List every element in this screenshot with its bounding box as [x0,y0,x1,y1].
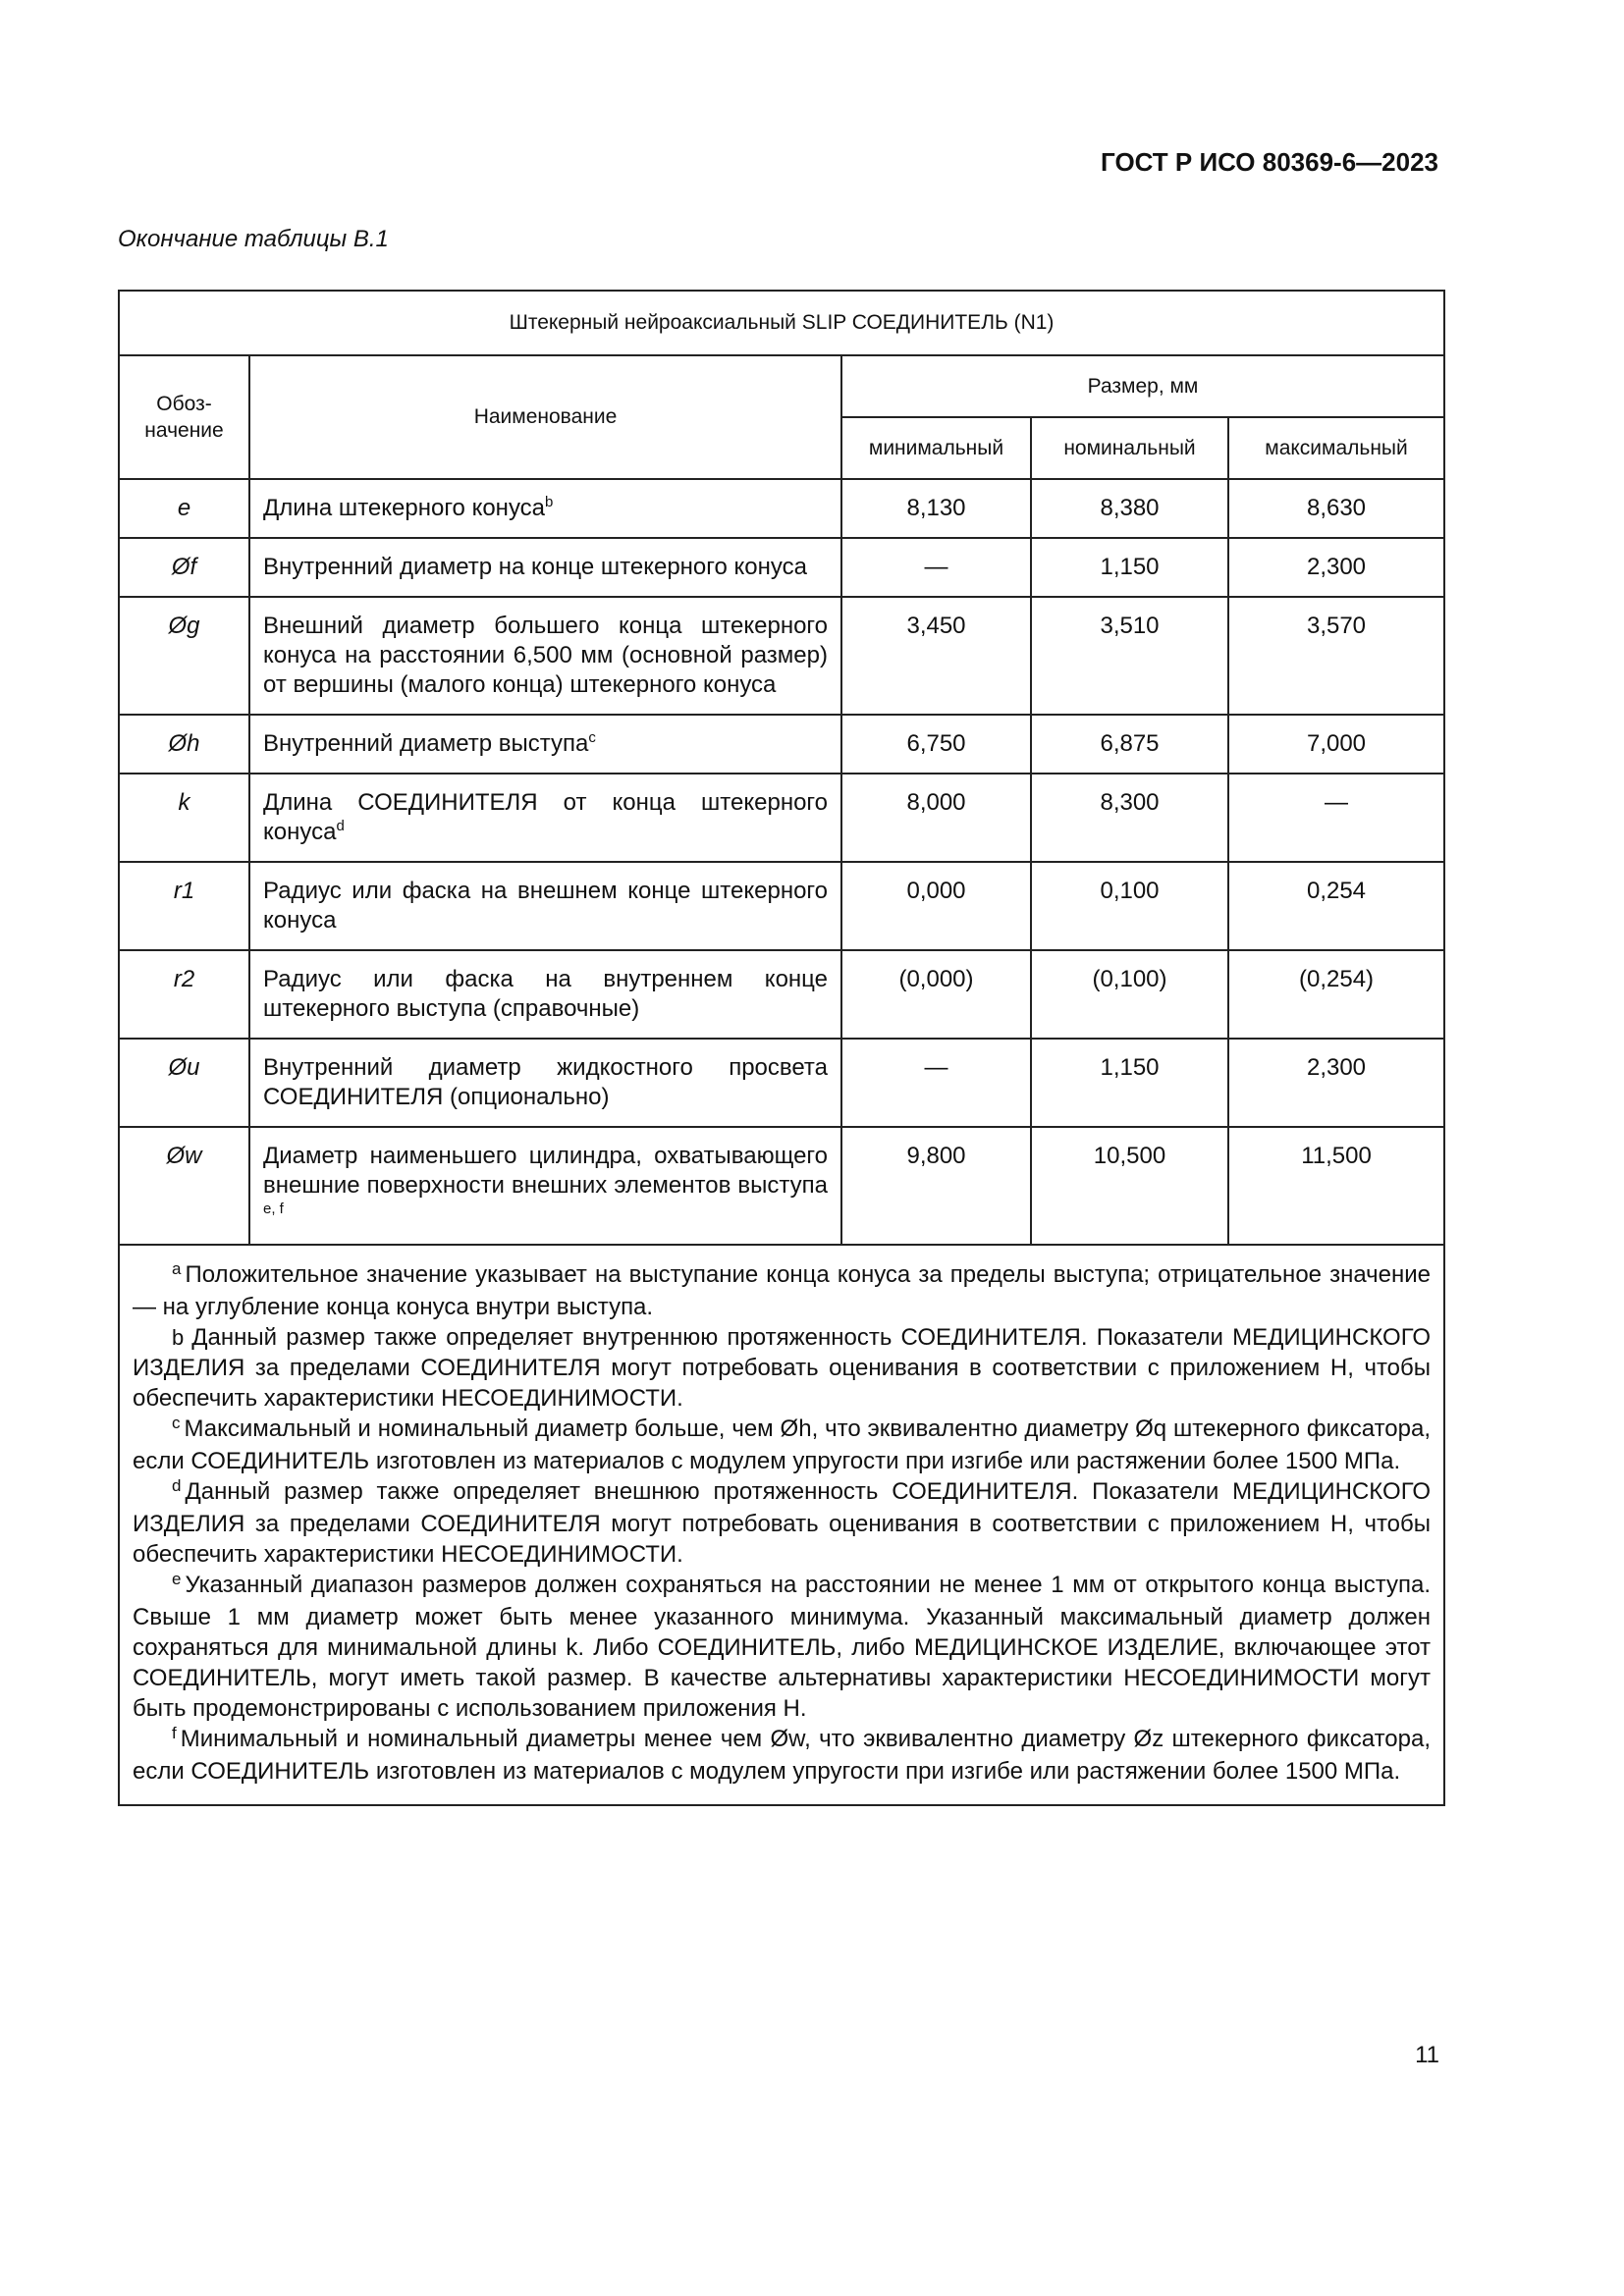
row-name [249,479,841,538]
row-symbol: Øw [119,1127,249,1245]
header-nom: номинальный [1031,417,1228,479]
header-symbol: Обоз- начение [119,355,249,479]
footnote [133,1724,1431,1787]
row-name-text: Диаметр наименьшего цилиндра, охватывающего внешние поверхности внешних элементов выступа [263,1143,828,1199]
row-name [249,597,841,715]
footnote-text: Минимальный и номинальный диаметры менее чем Øw, что эквивалентно диаметру Øz штекерного фиксатора, если СОЕДИНИТЕЛЬ изготовлен из материалов с модулем упругости при изгибе или растяжении более 1500 МПа. [133,1726,1432,1785]
table-continuation-caption: Окончание таблицы В.1 [118,226,389,252]
row-min-value: 0,000 [841,862,1031,950]
row-name [249,774,841,862]
footnote-ref: b [545,494,554,510]
row-nom-value: 6,875 [1031,715,1228,774]
row-symbol: Øf [119,538,249,597]
table-row [119,862,1444,950]
row-nom-value: 1,150 [1031,538,1228,597]
footnote-ref: c [588,729,596,746]
row-max-value: 7,000 [1228,715,1444,774]
row-name-text: Длина СОЕДИНИТЕЛЯ от конца штекерного конуса [263,789,828,845]
row-name-text: Внутренний диаметр на конце штекерного конуса [263,554,807,580]
row-min-value: 3,450 [841,597,1031,715]
row-name [249,1039,841,1127]
table-row [119,950,1444,1039]
row-min-value: 8,000 [841,774,1031,862]
row-name [249,715,841,774]
footnote [133,1259,1431,1322]
row-name-text: Длина штекерного конуса [263,495,546,521]
row-symbol: k [119,774,249,862]
row-name-text: Внешний диаметр большего конца штекерного конуса на расстоянии 6,500 мм (основной размер) от вершины (малого конца) штекерного конуса [263,613,828,698]
row-nom-value: 8,300 [1031,774,1228,862]
footnote [133,1414,1431,1476]
footnote-text: Данный размер также определяет внешнюю протяженность СОЕДИНИТЕЛЯ. Показатели МЕДИЦИНСКОГО ИЗДЕЛИЯ за пределами СОЕДИНИТЕЛЯ могут потребовать оценивания в соответствии с приложением H, чтобы обеспечить характеристики НЕСОЕДИНИМОСТИ. [133,1478,1432,1568]
row-min-value: 6,750 [841,715,1031,774]
header-min: минимальный [841,417,1031,479]
footnote-ref: e, f [263,1201,284,1217]
footnote [133,1322,1431,1414]
specification-table [118,290,1445,1806]
row-max-value: 8,630 [1228,479,1444,538]
row-max-value: 11,500 [1228,1127,1444,1245]
table-row [119,1039,1444,1127]
row-symbol: Øu [119,1039,249,1127]
row-symbol: Øh [119,715,249,774]
row-min-value: — [841,1039,1031,1127]
footnote-ref: d [336,818,345,834]
row-min-value: 8,130 [841,479,1031,538]
footnote-mark: b [172,1325,185,1350]
footnote-mark: c [172,1414,181,1432]
row-name-text: Радиус или фаска на внешнем конце штекерного конуса [263,878,828,934]
row-min-value: — [841,538,1031,597]
table-body [119,479,1444,1245]
row-nom-value: 10,500 [1031,1127,1228,1245]
footnote-text: Положительное значение указывает на выступание конца конуса за пределы выступа; отрицательное значение — на углубление конца конуса внутри выступа. [133,1261,1432,1320]
row-max-value: 0,254 [1228,862,1444,950]
footnote-text: Указанный диапазон размеров должен сохраняться на расстоянии не менее 1 мм от открытого конца выступа. Свыше 1 мм диаметр может быть менее указанного минимума. Указанный максимальный диаметр должен сохраняться для минимальной длины k. Либо СОЕДИНИТЕЛЬ, либо МЕДИЦИНСКОЕ ИЗДЕЛИЕ, включающее этот СОЕДИНИТЕЛЬ, могут иметь такой размер. В качестве альтернативы характеристики НЕСОЕДИНИМОСТИ могут быть продемонстрированы с использованием приложения H. [133,1572,1432,1722]
footnote-text: Максимальный и номинальный диаметр больше, чем Øh, что эквивалентно диаметру Øq штекерного фиксатора, если СОЕДИНИТЕЛЬ изготовлен из материалов с модулем упругости при изгибе или растяжении более 1500 МПа. [133,1415,1432,1474]
row-min-value: (0,000) [841,950,1031,1039]
table-row [119,715,1444,774]
table-footnotes [119,1245,1444,1805]
row-max-value: (0,254) [1228,950,1444,1039]
row-symbol: r2 [119,950,249,1039]
footnote [133,1570,1431,1724]
row-max-value: — [1228,774,1444,862]
table-row [119,774,1444,862]
row-name-text: Внутренний диаметр жидкостного просвета СОЕДИНИТЕЛЯ (опционально) [263,1054,828,1110]
row-min-value: 9,800 [841,1127,1031,1245]
footnote-mark: d [172,1476,182,1495]
footnote-mark: a [172,1259,182,1278]
row-max-value: 3,570 [1228,597,1444,715]
table-row [119,1127,1444,1245]
standard-code: ГОСТ Р ИСО 80369-6—2023 [1101,147,1438,177]
row-name [249,950,841,1039]
page-number: 11 [1415,2042,1439,2068]
footnote-text: Данный размер также определяет внутреннюю протяженность СОЕДИНИТЕЛЯ. Показатели МЕДИЦИНСКОГО ИЗДЕЛИЯ за пределами СОЕДИНИТЕЛЯ могут потребовать оценивания в соответствии с приложением H, чтобы обеспечить характеристики НЕСОЕДИНИМОСТИ. [133,1324,1432,1412]
footnote [133,1476,1431,1570]
row-nom-value: 3,510 [1031,597,1228,715]
header-max: максимальный [1228,417,1444,479]
table-row [119,538,1444,597]
row-nom-value: 1,150 [1031,1039,1228,1127]
row-max-value: 2,300 [1228,538,1444,597]
row-nom-value: (0,100) [1031,950,1228,1039]
row-nom-value: 8,380 [1031,479,1228,538]
row-name-text: Внутренний диаметр выступа [263,730,589,757]
table-title: Штекерный нейроаксиальный SLIP СОЕДИНИТЕЛЬ (N1) [119,291,1444,355]
row-symbol: Øg [119,597,249,715]
header-name: Наименование [249,355,841,479]
row-max-value: 2,300 [1228,1039,1444,1127]
table-row [119,479,1444,538]
footnote-mark: f [172,1724,177,1742]
footnote-mark: e [172,1570,182,1588]
row-symbol: e [119,479,249,538]
row-name [249,862,841,950]
row-name [249,538,841,597]
table-row [119,597,1444,715]
row-name [249,1127,841,1245]
row-symbol: r1 [119,862,249,950]
header-size-group: Размер, мм [841,355,1444,417]
row-name-text: Радиус или фаска на внутреннем конце штекерного выступа (справочные) [263,966,828,1022]
row-nom-value: 0,100 [1031,862,1228,950]
